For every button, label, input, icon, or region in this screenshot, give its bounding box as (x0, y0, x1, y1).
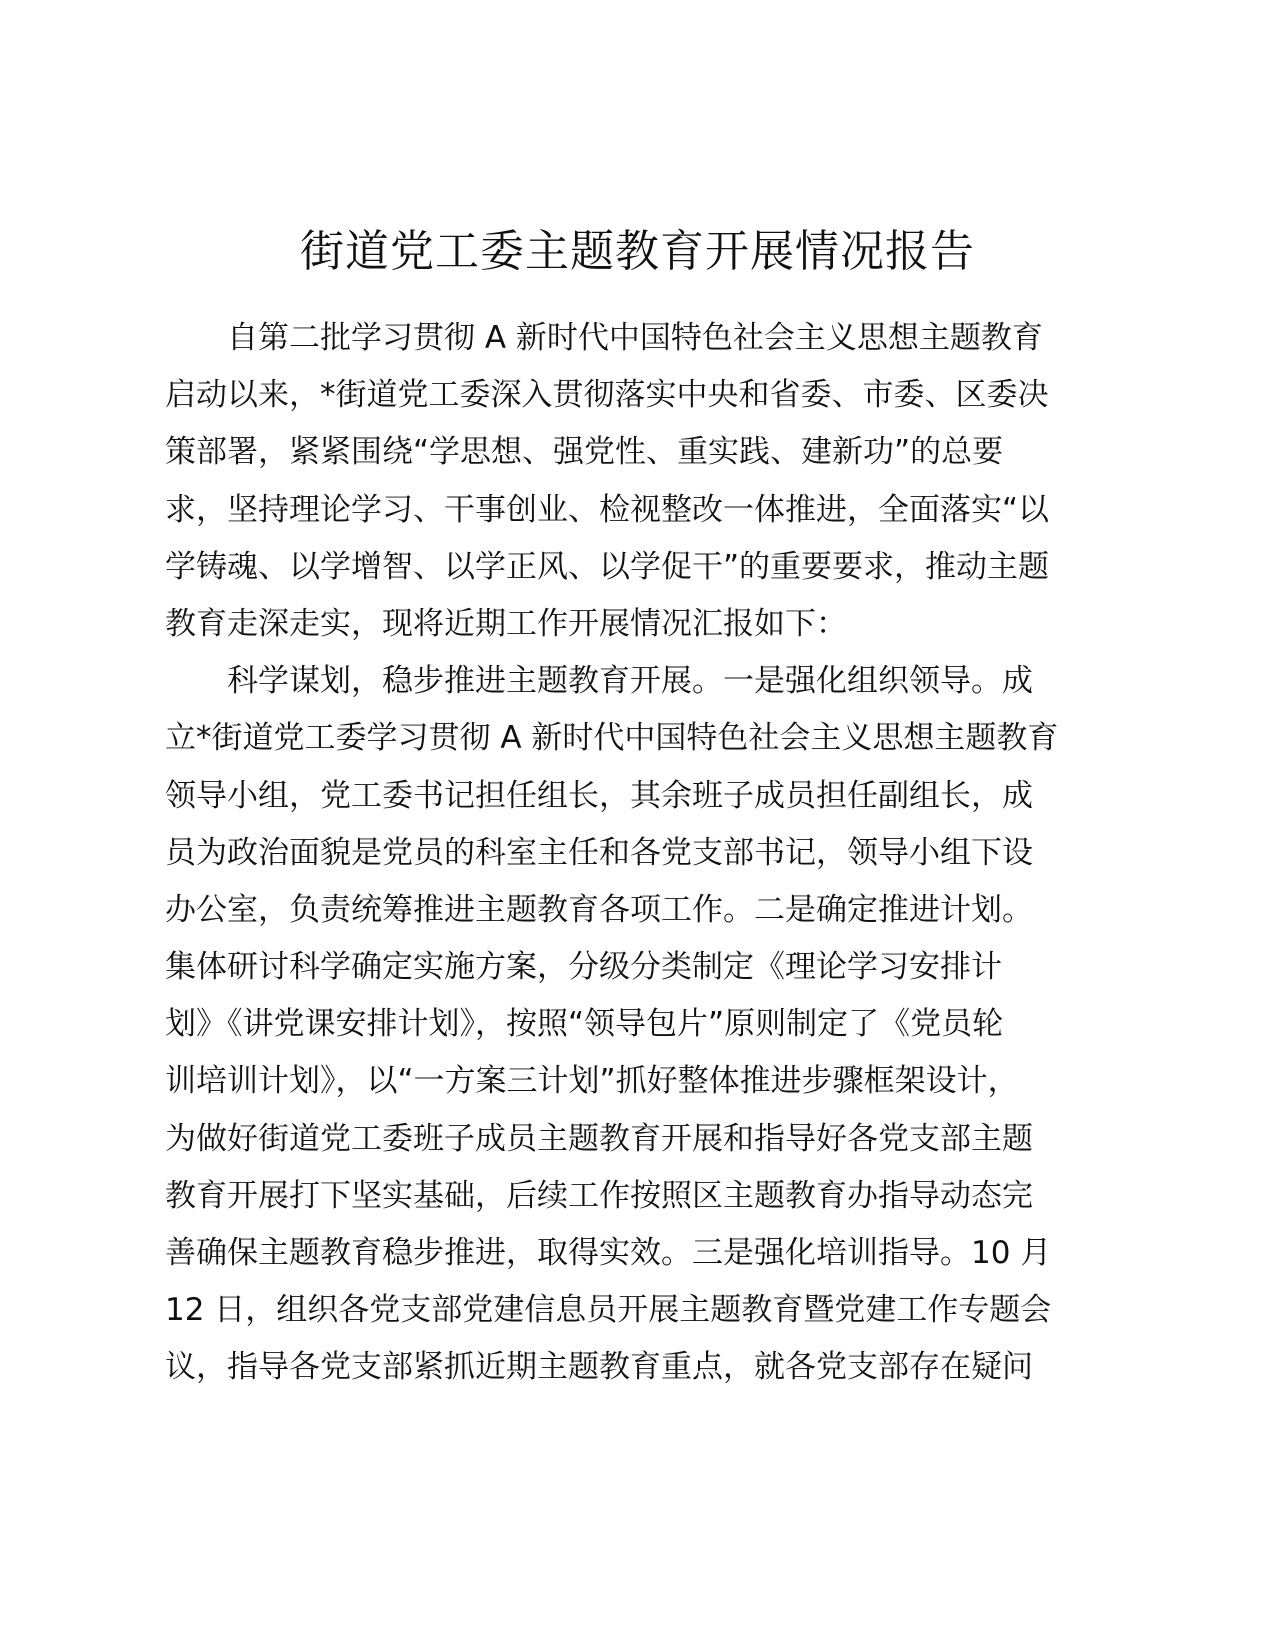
document-body (165, 310, 1110, 1397)
paragraph-line: 自第二批学习贯彻 A 新时代中国特色社会主义思想主题教育 (227, 320, 1043, 356)
paragraph-line: 启动以来，*街道党工委深入贯彻落实中央和省委、市委、区委决 (165, 377, 1049, 414)
paragraph-line: 为做好街道党工委班子成员主题教育开展和指导好各党支部主题 (165, 1120, 1033, 1157)
paragraph-line: 员为政治面貌是党员的科室主任和各党支部书记，领导小组下设 (165, 834, 1033, 871)
paragraph-line: 策部署，紧紧围绕“学思想、强党性、重实践、建新功”的总要 (165, 434, 1004, 471)
paragraph-line: 议，指导各党支部紧抓近期主题教育重点，就各党支部存在疑问 (165, 1349, 1033, 1386)
paragraph-line: 教育开展打下坚实基础，后续工作按照区主题教育办指导动态完 (165, 1177, 1033, 1214)
paragraph-line: 集体研讨科学确定实施方案，分级分类制定《理论学习安排计 (165, 949, 1002, 986)
paragraph-line: 科学谋划，稳步推进主题教育开展。一是强化组织领导。成 (227, 663, 1033, 700)
paragraph-line: 训培训计划》，以“一方案三计划”抓好整体推进步骤框架设计， (165, 1063, 1019, 1100)
paragraph-line: 12 日，组织各党支部党建信息员开展主题教育暨党建工作专题会 (165, 1292, 1052, 1329)
document-title: 街道党工委主题教育开展情况报告 (300, 226, 975, 277)
paragraph-line: 领导小组，党工委书记担任组长，其余班子成员担任副组长，成 (165, 777, 1033, 814)
paragraph-line: 教育走深走实，现将近期工作开展情况汇报如下： (165, 605, 847, 642)
paragraph-line: 划》《讲党课安排计划》，按照“领导包片”原则制定了《党员轮 (165, 1006, 1004, 1043)
paragraph-line: 学铸魂、以学增智、以学正风、以学促干”的重要要求，推动主题 (165, 548, 1050, 585)
paragraph-line: 立*街道党工委学习贯彻 A 新时代中国特色社会主义思想主题教育 (165, 720, 1059, 757)
paragraph-line: 办公室，负责统筹推进主题教育各项工作。二是确定推进计划。 (165, 891, 1033, 928)
paragraph-line: 求，坚持理论学习、干事创业、检视整改一体推进，全面落实“以 (165, 491, 1050, 528)
paragraph-line: 善确保主题教育稳步推进，取得实效。三是强化培训指导。10 月 (165, 1235, 1052, 1271)
